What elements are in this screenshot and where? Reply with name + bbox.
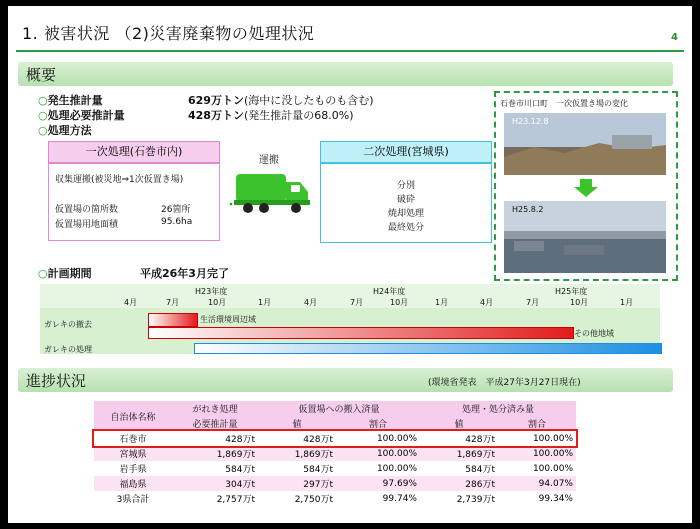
cell-name: 3県合計 <box>94 491 172 506</box>
header-muni: 自治体名称 <box>94 401 172 431</box>
page-number: 4 <box>671 32 678 43</box>
cell-name: 宮城県 <box>94 446 172 461</box>
required-note: (発生推計量の68.0%) <box>243 109 354 122</box>
cell-done-ratio: 99.34% <box>498 491 576 506</box>
progress-heading: 進捗状況 <box>26 372 87 390</box>
bar-processing <box>194 343 662 354</box>
circle-bullet-icon: ○ <box>38 94 48 107</box>
primary-process-box <box>48 163 220 241</box>
month-label: 10月 <box>208 298 227 307</box>
bar-other-area <box>148 327 574 339</box>
bullet-method <box>38 122 92 138</box>
cell-name: 石巻市 <box>94 431 172 446</box>
photo2-date: H25.8.2 <box>512 205 544 214</box>
table-row <box>94 461 576 476</box>
generation-label: 発生推計量 <box>47 94 103 107</box>
slide <box>8 6 692 523</box>
primary-sites-value: 26箇所 <box>161 205 191 215</box>
progress-source: (環境省発表 平成27年3月27日現在) <box>428 378 581 388</box>
cell-carry-value: 297万t <box>258 476 336 491</box>
header-carry: 仮置場への搬入済量 <box>258 401 420 416</box>
month-label: 1月 <box>435 298 449 307</box>
circle-bullet-icon: ○ <box>38 109 48 122</box>
year-h24: H24年度 <box>373 287 406 296</box>
month-label: 1月 <box>258 298 272 307</box>
plan-period-value: 平成26年3月完了 <box>140 267 229 280</box>
header-est2: 必要推計量 <box>172 416 258 431</box>
header-est1: がれき処理 <box>172 401 258 416</box>
cell-carry-value: 584万t <box>258 461 336 476</box>
cell-done-value: 1,869万t <box>420 446 498 461</box>
cell-done-value: 584万t <box>420 461 498 476</box>
bullet-required <box>38 107 125 123</box>
header-done-value: 値 <box>420 416 498 431</box>
cell-carry-value: 2,750万t <box>258 491 336 506</box>
primary-line-collection: 収集運搬(被災地⇒1次仮置き場) <box>55 175 184 185</box>
header-done: 処理・処分済み量 <box>420 401 576 416</box>
month-label: 4月 <box>304 298 318 307</box>
required-value: 428万トン <box>188 109 244 122</box>
row-debris-removal: ガレキの撤去 <box>44 320 92 329</box>
row-debris-processing: ガレキの処理 <box>44 345 92 354</box>
overview-heading: 概要 <box>26 66 57 84</box>
header-carry-ratio: 割合 <box>336 416 420 431</box>
progress-section-bar <box>18 368 673 392</box>
cell-done-value: 428万t <box>420 431 498 446</box>
required-value-line <box>188 107 354 123</box>
cell-carry-value: 1,869万t <box>258 446 336 461</box>
truck-icon <box>228 168 316 216</box>
primary-area-value: 95.6ha <box>161 217 193 227</box>
generation-value-line <box>188 92 374 108</box>
bar-living-area <box>148 313 198 327</box>
progress-table <box>94 401 576 506</box>
photo-panel <box>494 91 678 281</box>
month-label: 4月 <box>124 298 138 307</box>
month-label: 10月 <box>570 298 589 307</box>
generation-value: 629万トン <box>188 94 244 107</box>
cell-name: 岩手県 <box>94 461 172 476</box>
bar-living-area-label: 生活環境周辺域 <box>200 315 256 324</box>
cell-est: 304万t <box>172 476 258 491</box>
overview-section-bar <box>18 62 673 86</box>
cell-name: 福島県 <box>94 476 172 491</box>
table-row <box>94 476 576 491</box>
secondary-process-title: 二次処理(宮城県) <box>320 141 492 163</box>
generation-note: (海中に没したものも含む) <box>243 94 374 107</box>
month-label: 7月 <box>350 298 364 307</box>
method-label: 処理方法 <box>47 124 92 137</box>
primary-sites-label: 仮置場の箇所数 <box>55 205 119 215</box>
secondary-process-box <box>320 163 492 243</box>
cell-carry-ratio: 100.00% <box>336 461 420 476</box>
circle-bullet-icon: ○ <box>38 124 48 137</box>
cell-est: 584万t <box>172 461 258 476</box>
cell-done-ratio: 94.07% <box>498 476 576 491</box>
secondary-item: 分別 <box>396 181 415 191</box>
bullet-plan-period <box>38 265 92 281</box>
month-label: 1月 <box>620 298 634 307</box>
year-h25: H25年度 <box>555 287 588 296</box>
secondary-item: 最終処分 <box>387 223 424 233</box>
cell-done-ratio: 100.00% <box>498 461 576 476</box>
month-label: 4月 <box>480 298 494 307</box>
photo-panel-title: 石巻市川口町 一次仮置き場の変化 <box>500 99 628 108</box>
secondary-item: 焼却処理 <box>387 209 424 219</box>
cell-done-value: 2,739万t <box>420 491 498 506</box>
arrow-down-icon <box>574 179 598 197</box>
cell-carry-ratio: 97.69% <box>336 476 420 491</box>
cell-carry-ratio: 100.00% <box>336 446 420 461</box>
plan-period-label: 計画期間 <box>47 267 92 280</box>
year-h23: H23年度 <box>195 287 228 296</box>
month-label: 10月 <box>390 298 409 307</box>
primary-area-label: 仮置場用地面積 <box>55 220 119 230</box>
table-row <box>94 446 576 461</box>
bullet-generation <box>38 92 103 108</box>
cell-carry-value: 428万t <box>258 431 336 446</box>
required-label: 処理必要推計量 <box>47 109 125 122</box>
transport-label: 運搬 <box>259 155 279 166</box>
cell-done-value: 286万t <box>420 476 498 491</box>
circle-bullet-icon: ○ <box>38 267 48 280</box>
secondary-item: 破砕 <box>396 195 415 205</box>
month-label: 7月 <box>526 298 540 307</box>
cell-done-ratio: 100.00% <box>498 446 576 461</box>
cell-carry-ratio: 100.00% <box>336 431 420 446</box>
cell-est: 428万t <box>172 431 258 446</box>
page-title: 1. 被害状況 （2)災害廃棄物の処理状況 <box>22 24 315 43</box>
cell-done-ratio: 100.00% <box>498 431 576 446</box>
photo1-date: H23.12.8 <box>512 117 549 126</box>
month-label: 7月 <box>166 298 180 307</box>
header-done-ratio: 割合 <box>498 416 576 431</box>
cell-est: 2,757万t <box>172 491 258 506</box>
cell-carry-ratio: 99.74% <box>336 491 420 506</box>
header-carry-value: 値 <box>258 416 336 431</box>
table-row-total <box>94 491 576 506</box>
title-divider <box>16 50 684 52</box>
bar-other-area-label: その他地域 <box>574 329 614 338</box>
schedule-gantt <box>40 284 660 354</box>
table-row-ishinomaki <box>94 431 576 446</box>
cell-est: 1,869万t <box>172 446 258 461</box>
primary-process-title: 一次処理(石巻市内) <box>48 141 220 163</box>
